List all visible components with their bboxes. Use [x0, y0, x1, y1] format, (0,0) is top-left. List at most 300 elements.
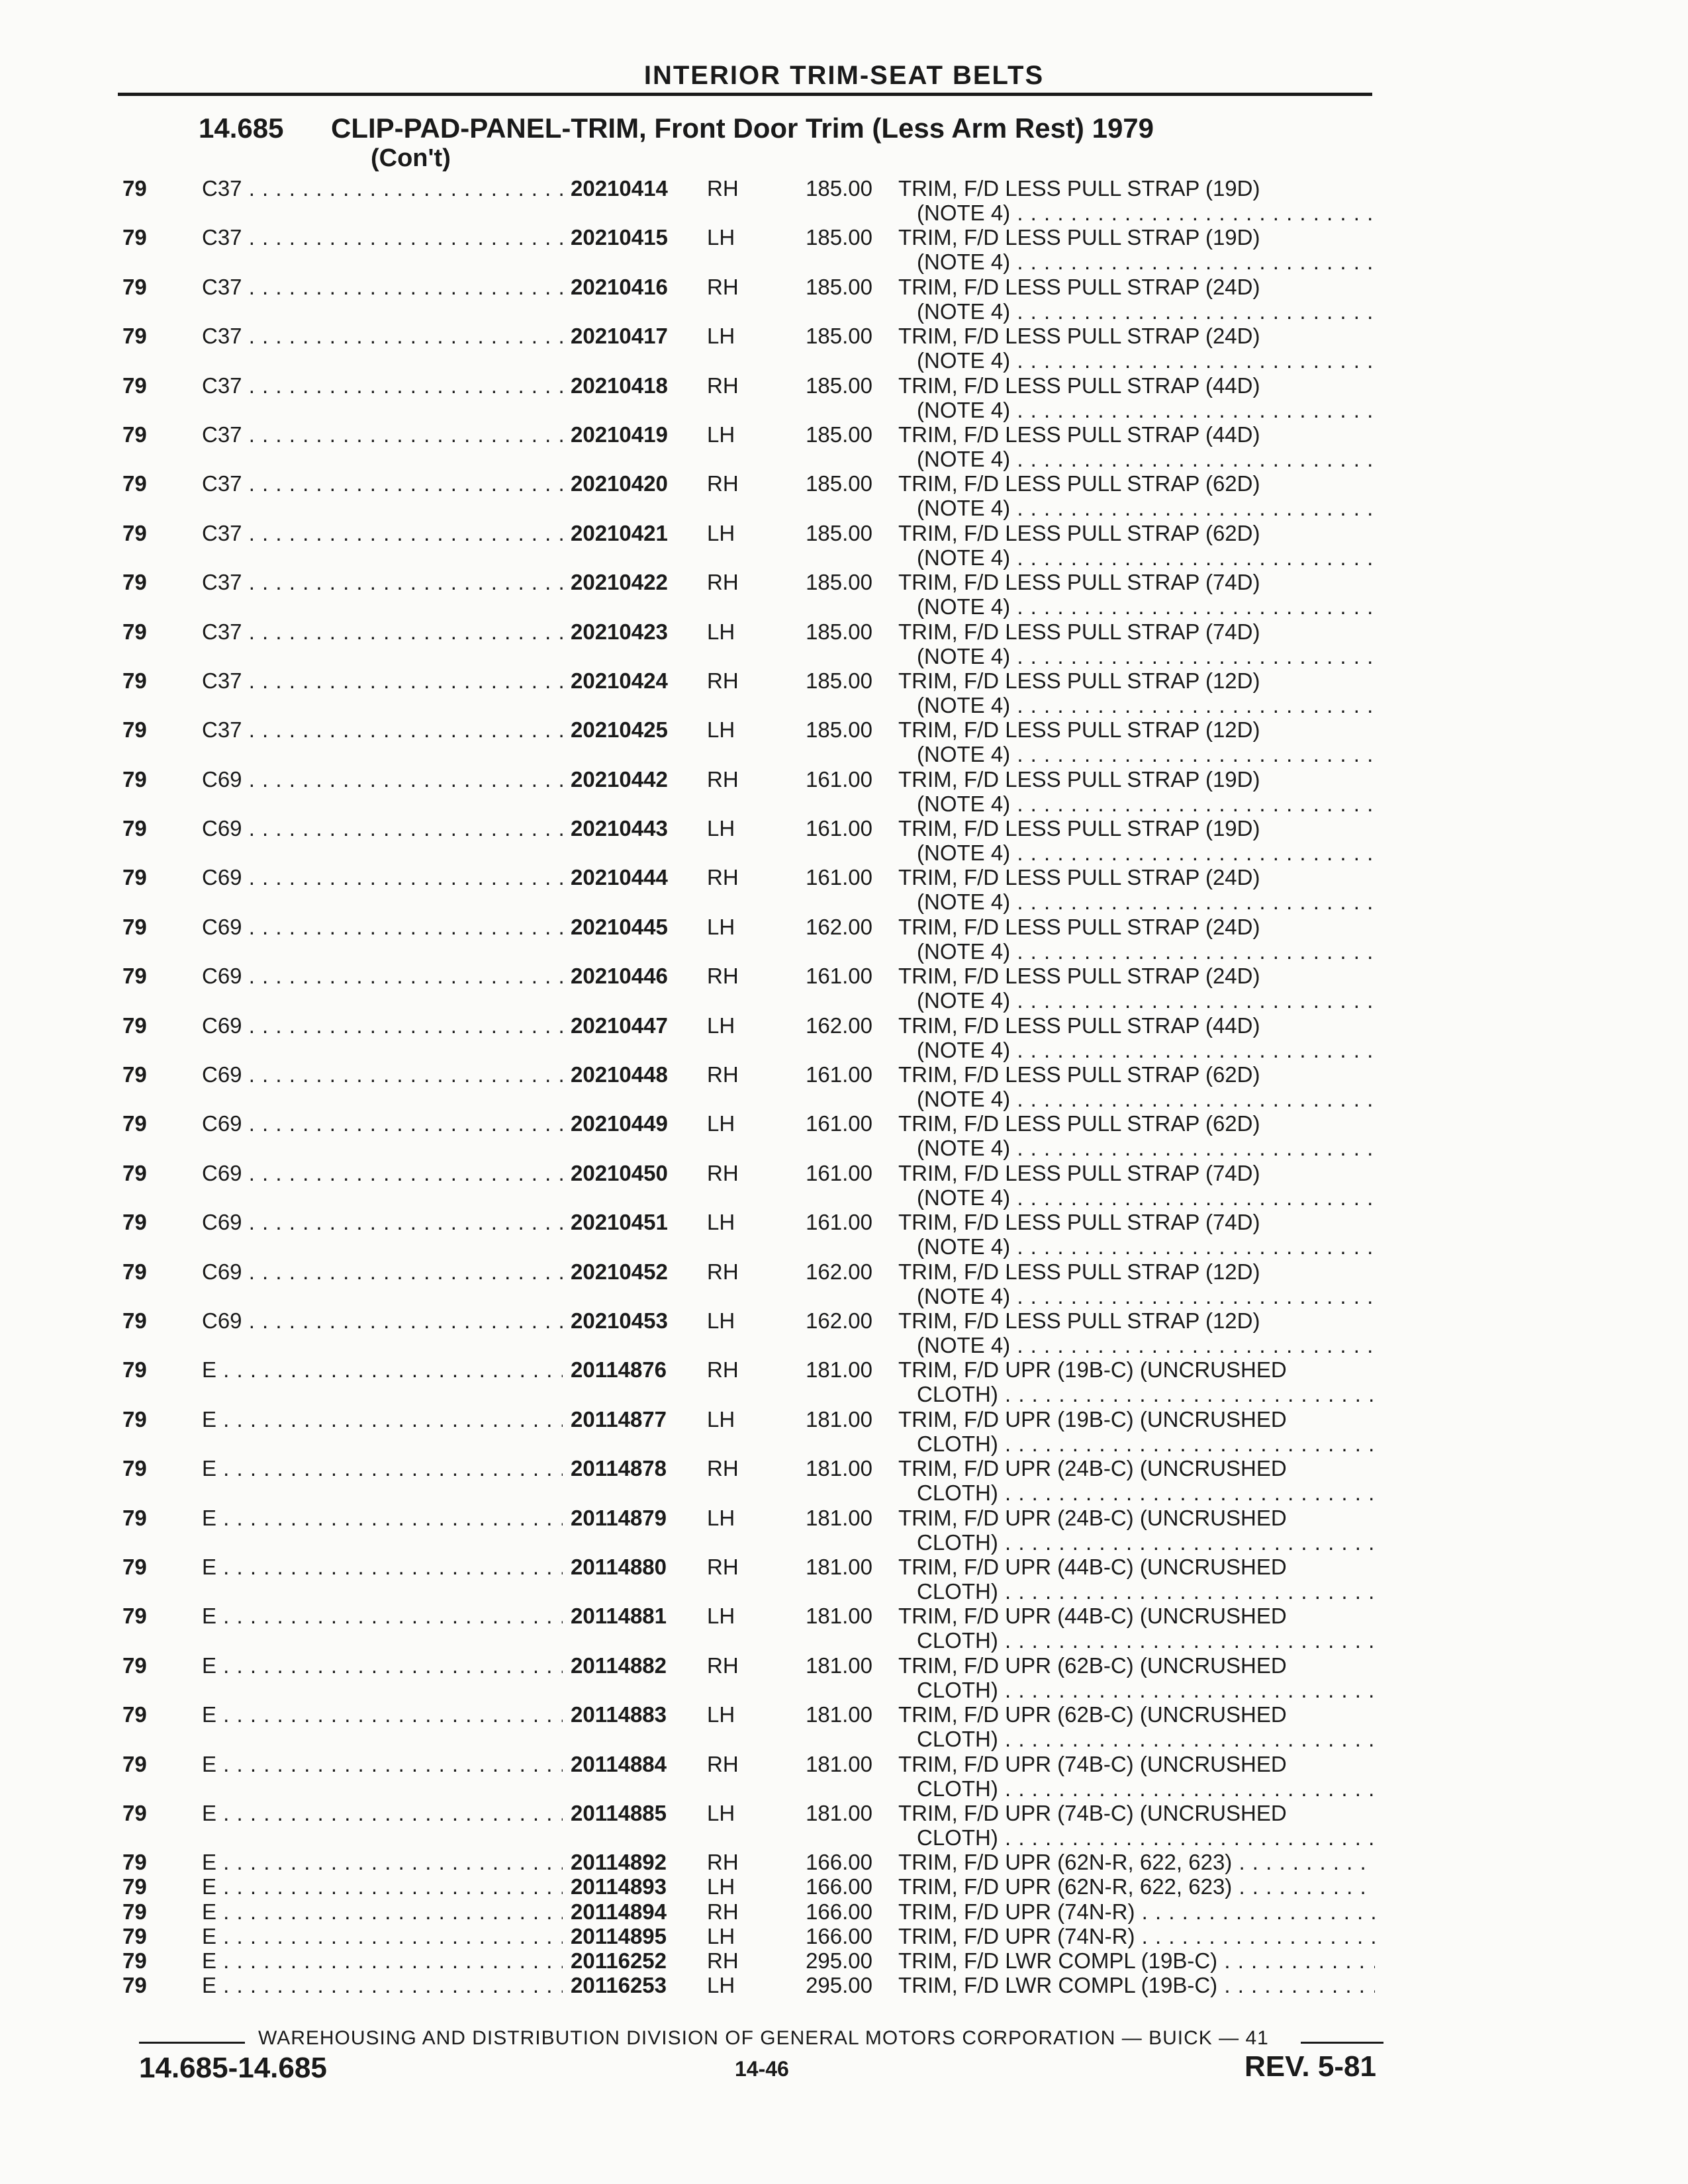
entry-year: 79 [122, 274, 147, 299]
entry-price: 161.00 [806, 1210, 872, 1235]
entry-side: RH [707, 1357, 739, 1383]
entry-part-number: 20210448 [571, 1062, 668, 1087]
entry-description-line2: CLOTH) . . . [898, 1579, 1375, 1604]
list-item [0, 1973, 1688, 1997]
entry-part-number: 20114884 [571, 1751, 667, 1776]
entry-part-number: 20210449 [571, 1111, 668, 1136]
entry-year: 79 [122, 422, 147, 447]
entry-year: 79 [122, 1062, 147, 1087]
entry-description-line1: TRIM, F/D LWR COMPL (19B-C) . . . [898, 1973, 1375, 1997]
entry-price: 162.00 [806, 914, 872, 939]
entry-description-line2: CLOTH) . . . [898, 1776, 1375, 1801]
entry-model: E . . . [202, 1702, 563, 1727]
entry-part-number: 20114882 [571, 1653, 667, 1678]
entry-year: 79 [122, 1850, 147, 1875]
entry-price: 166.00 [806, 1874, 872, 1899]
entry-part-number: 20210442 [571, 766, 668, 792]
list-item [0, 1653, 1688, 1702]
entry-side: RH [707, 1948, 739, 1974]
entry-description [898, 1013, 1375, 1062]
entry-description-line1: TRIM, F/D UPR (62N-R, 622, 623) . . . [898, 1850, 1375, 1874]
entry-price: 166.00 [806, 1850, 872, 1875]
entry-price: 185.00 [806, 324, 872, 349]
entry-year: 79 [122, 766, 147, 792]
entry-description [898, 176, 1375, 225]
entry-model: E . . . [202, 1948, 563, 1973]
entry-side: RH [707, 570, 739, 595]
entry-description-line1: TRIM, F/D LESS PULL STRAP (62D) [898, 520, 1260, 545]
entry-model: E . . . [202, 1850, 563, 1874]
entry-price: 185.00 [806, 668, 872, 693]
entry-description-line1: TRIM, F/D UPR (62B-C) (UNCRUSHED [898, 1653, 1287, 1678]
entry-side: RH [707, 668, 739, 693]
entry-part-number: 20114881 [571, 1604, 667, 1629]
entry-price: 162.00 [806, 1259, 872, 1284]
entry-description-line1: TRIM, F/D LESS PULL STRAP (74D) [898, 1160, 1260, 1185]
entry-side: LH [707, 1505, 735, 1530]
entry-year: 79 [122, 1357, 147, 1383]
entry-description [898, 1850, 1375, 1874]
entry-price: 181.00 [806, 1456, 872, 1481]
list-item [0, 225, 1688, 274]
entry-side: RH [707, 176, 739, 201]
entry-part-number: 20210443 [571, 816, 668, 841]
entry-description-line1: TRIM, F/D LESS PULL STRAP (62D) [898, 471, 1260, 496]
entry-price: 161.00 [806, 766, 872, 792]
entry-description-line1: TRIM, F/D LESS PULL STRAP (19D) [898, 176, 1260, 201]
entry-model: E . . . [202, 1899, 563, 1924]
entry-description [898, 225, 1375, 274]
entry-description-line1: TRIM, F/D LESS PULL STRAP (24D) [898, 865, 1260, 890]
entry-price: 161.00 [806, 964, 872, 989]
entry-price: 161.00 [806, 865, 872, 890]
entry-year: 79 [122, 914, 147, 939]
entry-price: 185.00 [806, 422, 872, 447]
entry-price: 181.00 [806, 1554, 872, 1579]
entry-price: 161.00 [806, 1160, 872, 1185]
entry-model: C37 . . . [202, 668, 563, 693]
entry-part-number: 20210415 [571, 225, 668, 250]
entry-description-line2: (NOTE 4) . . . [898, 299, 1375, 324]
entry-part-number: 20210453 [571, 1308, 668, 1333]
entry-price: 181.00 [806, 1406, 872, 1432]
entry-model: E . . . [202, 1973, 563, 1997]
entry-description-line2: CLOTH) . . . [898, 1678, 1375, 1702]
entry-part-number: 20114880 [571, 1554, 667, 1579]
page-title: INTERIOR TRIM-SEAT BELTS [643, 61, 1045, 90]
entry-model: E . . . [202, 1653, 563, 1678]
entry-side: LH [707, 1973, 735, 1998]
entry-description-line2: (NOTE 4) . . . [898, 1087, 1375, 1111]
entry-side: RH [707, 865, 739, 890]
entry-description [898, 1702, 1375, 1751]
entry-year: 79 [122, 1604, 147, 1629]
entry-description [898, 1555, 1375, 1604]
entry-description-line2: CLOTH) . . . [898, 1432, 1375, 1456]
entry-description [898, 1874, 1375, 1899]
list-item [0, 1161, 1688, 1210]
entry-year: 79 [122, 1948, 147, 1974]
entry-description-line1: TRIM, F/D UPR (74B-C) (UNCRUSHED [898, 1800, 1287, 1825]
entry-price: 185.00 [806, 570, 872, 595]
entry-price: 161.00 [806, 816, 872, 841]
entry-model: E . . . [202, 1801, 563, 1825]
list-item [0, 816, 1688, 865]
entry-part-number: 20114893 [571, 1874, 667, 1899]
entry-model: C37 . . . [202, 225, 563, 250]
entry-year: 79 [122, 570, 147, 595]
entry-model: C69 . . . [202, 1259, 563, 1284]
entry-description [898, 324, 1375, 373]
entry-side: RH [707, 964, 739, 989]
entry-side: RH [707, 373, 739, 398]
entry-price: 181.00 [806, 1357, 872, 1383]
entry-price: 162.00 [806, 1013, 872, 1038]
entry-price: 166.00 [806, 1899, 872, 1924]
entry-side: LH [707, 1210, 735, 1235]
entry-model: C37 . . . [202, 471, 563, 496]
entry-description [898, 1604, 1375, 1653]
list-item [0, 1259, 1688, 1308]
entry-description-line2: CLOTH) . . . [898, 1628, 1375, 1653]
entry-part-number: 20210416 [571, 274, 668, 299]
entry-price: 181.00 [806, 1751, 872, 1776]
entry-side: RH [707, 1160, 739, 1185]
list-item [0, 1308, 1688, 1357]
list-item [0, 668, 1688, 717]
entry-year: 79 [122, 1973, 147, 1998]
entry-model: E . . . [202, 1874, 563, 1899]
entry-part-number: 20114876 [571, 1357, 667, 1383]
entry-price: 162.00 [806, 1308, 872, 1333]
entry-description-line2: (NOTE 4) . . . [898, 792, 1375, 816]
entry-model: C37 . . . [202, 275, 563, 299]
entry-year: 79 [122, 225, 147, 250]
section-heading [199, 113, 1154, 144]
entry-description-line2: (NOTE 4) . . . [898, 1185, 1375, 1210]
entry-description [898, 619, 1375, 668]
entry-model: C69 . . . [202, 964, 563, 988]
entry-side: LH [707, 717, 735, 743]
entry-description-line1: TRIM, F/D UPR (19B-C) (UNCRUSHED [898, 1406, 1287, 1432]
entry-year: 79 [122, 1111, 147, 1136]
entry-description [898, 1653, 1375, 1702]
section-number: 14.685 [199, 113, 284, 144]
entry-side: RH [707, 1456, 739, 1481]
entry-description [898, 865, 1375, 914]
entry-side: LH [707, 1874, 735, 1899]
entry-side: RH [707, 1751, 739, 1776]
entry-side: LH [707, 225, 735, 250]
entry-year: 79 [122, 1456, 147, 1481]
entry-description-line1: TRIM, F/D LESS PULL STRAP (24D) [898, 324, 1260, 349]
entry-price: 181.00 [806, 1653, 872, 1678]
entry-description-line1: TRIM, F/D UPR (74N-R) . . . [898, 1899, 1375, 1924]
entry-description-line1: TRIM, F/D UPR (44B-C) (UNCRUSHED [898, 1604, 1287, 1629]
entry-part-number: 20114894 [571, 1899, 667, 1924]
entry-part-number: 20210417 [571, 324, 668, 349]
list-item [0, 865, 1688, 914]
entry-model: C69 . . . [202, 1111, 563, 1136]
entry-description [898, 1506, 1375, 1555]
entry-year: 79 [122, 471, 147, 496]
entry-description-line2: (NOTE 4) . . . [898, 841, 1375, 865]
section-title: CLIP-PAD-PANEL-TRIM, Front Door Trim (Less Arm Rest) 1979 [331, 113, 1154, 144]
entry-part-number: 20210420 [571, 471, 668, 496]
entry-year: 79 [122, 1259, 147, 1284]
list-item [0, 1062, 1688, 1111]
list-item [0, 1407, 1688, 1456]
entry-part-number: 20210418 [571, 373, 668, 398]
entry-year: 79 [122, 668, 147, 693]
entry-description-line1: TRIM, F/D LESS PULL STRAP (74D) [898, 570, 1260, 595]
entry-description-line2: (NOTE 4) . . . [898, 250, 1375, 274]
list-item [0, 1850, 1688, 1874]
entry-description-line1: TRIM, F/D LESS PULL STRAP (12D) [898, 1308, 1260, 1333]
entry-description-line1: TRIM, F/D LESS PULL STRAP (44D) [898, 373, 1260, 398]
entry-side: LH [707, 1013, 735, 1038]
entry-description-line2: (NOTE 4) . . . [898, 644, 1375, 668]
entry-description-line2: CLOTH) . . . [898, 1530, 1375, 1555]
entry-description-line1: TRIM, F/D LESS PULL STRAP (19D) [898, 225, 1260, 250]
entry-description-line1: TRIM, F/D LESS PULL STRAP (62D) [898, 1062, 1260, 1087]
entry-year: 79 [122, 1923, 147, 1948]
entry-description [898, 1210, 1375, 1259]
entry-year: 79 [122, 816, 147, 841]
list-item [0, 1506, 1688, 1555]
entry-description-line1: TRIM, F/D LESS PULL STRAP (19D) [898, 766, 1260, 792]
entry-description [898, 767, 1375, 816]
entry-description-line1: TRIM, F/D LESS PULL STRAP (44D) [898, 422, 1260, 447]
section-continued: (Con't) [371, 144, 451, 172]
entry-model: C37 . . . [202, 373, 563, 398]
entry-description-line2: CLOTH) . . . [898, 1825, 1375, 1850]
entry-year: 79 [122, 964, 147, 989]
entry-description-line1: TRIM, F/D LWR COMPL (19B-C) . . . [898, 1948, 1375, 1973]
entry-part-number: 20210447 [571, 1013, 668, 1038]
entry-year: 79 [122, 1899, 147, 1924]
entry-description-line1: TRIM, F/D UPR (62B-C) (UNCRUSHED [898, 1702, 1287, 1727]
entry-description-line1: TRIM, F/D UPR (62N-R, 622, 623) . . . [898, 1874, 1375, 1899]
entry-part-number: 20210452 [571, 1259, 668, 1284]
entry-side: RH [707, 1653, 739, 1678]
entry-year: 79 [122, 1751, 147, 1776]
entry-description [898, 1752, 1375, 1801]
entry-side: LH [707, 1604, 735, 1629]
entry-side: LH [707, 1406, 735, 1432]
entry-price: 185.00 [806, 225, 872, 250]
entry-price: 181.00 [806, 1604, 872, 1629]
list-item [0, 1111, 1688, 1160]
entry-description [898, 1456, 1375, 1505]
entry-model: E . . . [202, 1604, 563, 1628]
entry-side: LH [707, 816, 735, 841]
entry-model: C69 . . . [202, 865, 563, 889]
entry-description [898, 471, 1375, 520]
entry-year: 79 [122, 1210, 147, 1235]
entry-part-number: 20210422 [571, 570, 668, 595]
entry-part-number: 20210450 [571, 1160, 668, 1185]
list-item [0, 324, 1688, 373]
entry-description-line1: TRIM, F/D LESS PULL STRAP (12D) [898, 668, 1260, 693]
entry-description-line2: (NOTE 4) . . . [898, 939, 1375, 964]
entry-part-number: 20114892 [571, 1850, 667, 1875]
entry-description-line2: (NOTE 4) . . . [898, 1284, 1375, 1308]
entry-side: RH [707, 766, 739, 792]
entry-description-line1: TRIM, F/D UPR (19B-C) (UNCRUSHED [898, 1357, 1287, 1383]
entry-side: RH [707, 1899, 739, 1924]
entry-year: 79 [122, 1505, 147, 1530]
footer-range: 14.685-14.685 [139, 2052, 327, 2084]
entry-year: 79 [122, 619, 147, 644]
list-item [0, 717, 1688, 766]
entry-description [898, 1948, 1375, 1973]
entry-description [898, 1111, 1375, 1160]
entry-description-line2: CLOTH) . . . [898, 1480, 1375, 1505]
entry-model: E . . . [202, 1506, 563, 1530]
entry-description [898, 1259, 1375, 1308]
entry-description [898, 668, 1375, 717]
footer-rule-right [1301, 2042, 1383, 2044]
entry-year: 79 [122, 176, 147, 201]
entry-model: C37 . . . [202, 570, 563, 594]
entry-part-number: 20210445 [571, 914, 668, 939]
entry-description-line1: TRIM, F/D UPR (24B-C) (UNCRUSHED [898, 1456, 1287, 1481]
title-rule [118, 93, 1372, 96]
entry-price: 161.00 [806, 1111, 872, 1136]
entry-year: 79 [122, 1013, 147, 1038]
entry-side: RH [707, 1062, 739, 1087]
entry-description [898, 521, 1375, 570]
list-item [0, 422, 1688, 471]
list-item [0, 471, 1688, 520]
entry-year: 79 [122, 1800, 147, 1825]
entry-year: 79 [122, 520, 147, 545]
list-item [0, 373, 1688, 422]
entry-model: C37 . . . [202, 422, 563, 447]
entry-description [898, 275, 1375, 324]
entry-description-line2: (NOTE 4) . . . [898, 693, 1375, 717]
entry-price: 181.00 [806, 1702, 872, 1727]
entry-price: 161.00 [806, 1062, 872, 1087]
entry-model: E . . . [202, 1924, 563, 1948]
entry-price: 166.00 [806, 1923, 872, 1948]
entry-model: C69 . . . [202, 1062, 563, 1087]
entry-description-line2: (NOTE 4) . . . [898, 742, 1375, 766]
entry-part-number: 20114883 [571, 1702, 667, 1727]
entry-side: LH [707, 619, 735, 644]
entry-description [898, 915, 1375, 964]
entry-part-number: 20210423 [571, 619, 668, 644]
entry-description-line1: TRIM, F/D LESS PULL STRAP (44D) [898, 1013, 1260, 1038]
entry-part-number: 20116253 [571, 1973, 667, 1998]
entry-price: 181.00 [806, 1505, 872, 1530]
list-item [0, 1013, 1688, 1062]
revision-label: REV. 5-81 [1244, 2050, 1376, 2083]
entry-side: RH [707, 1554, 739, 1579]
entry-description-line1: TRIM, F/D LESS PULL STRAP (74D) [898, 619, 1260, 644]
entry-side: LH [707, 1111, 735, 1136]
list-item [0, 1801, 1688, 1850]
entry-description-line2: (NOTE 4) . . . [898, 398, 1375, 422]
entry-description-line2: CLOTH) . . . [898, 1382, 1375, 1406]
entry-side: LH [707, 1800, 735, 1825]
entry-description [898, 1407, 1375, 1456]
entry-model: C37 . . . [202, 619, 563, 644]
entry-model: C69 . . . [202, 1210, 563, 1234]
entry-year: 79 [122, 324, 147, 349]
entry-description-line2: (NOTE 4) . . . [898, 201, 1375, 225]
entry-description-line2: (NOTE 4) . . . [898, 889, 1375, 914]
entry-part-number: 20210444 [571, 865, 668, 890]
entry-year: 79 [122, 1406, 147, 1432]
entry-price: 181.00 [806, 1800, 872, 1825]
entry-part-number: 20114895 [571, 1923, 667, 1948]
entry-part-number: 20210419 [571, 422, 668, 447]
entry-side: RH [707, 471, 739, 496]
entry-side: RH [707, 1259, 739, 1284]
entry-description [898, 1801, 1375, 1850]
entry-model: C37 . . . [202, 176, 563, 201]
list-item [0, 176, 1688, 225]
footer-organization: WAREHOUSING AND DISTRIBUTION DIVISION OF GENERAL MOTORS CORPORATION — BUICK — 41 [258, 2027, 1269, 2049]
entry-description [898, 422, 1375, 471]
entry-description-line2: (NOTE 4) . . . [898, 594, 1375, 619]
entry-side: LH [707, 914, 735, 939]
entry-description-line1: TRIM, F/D LESS PULL STRAP (12D) [898, 1259, 1260, 1284]
list-item [0, 1357, 1688, 1406]
entry-year: 79 [122, 1160, 147, 1185]
entry-part-number: 20114878 [571, 1456, 667, 1481]
entry-side: LH [707, 422, 735, 447]
entry-year: 79 [122, 717, 147, 743]
entry-side: LH [707, 324, 735, 349]
entry-description [898, 1357, 1375, 1406]
entry-model: C69 . . . [202, 816, 563, 841]
entry-description-line2: (NOTE 4) . . . [898, 545, 1375, 570]
entry-part-number: 20114879 [571, 1505, 667, 1530]
list-item [0, 1456, 1688, 1505]
list-item [0, 1948, 1688, 1973]
entry-part-number: 20114885 [571, 1800, 667, 1825]
entry-model: C69 . . . [202, 915, 563, 939]
entry-description [898, 717, 1375, 766]
entry-description [898, 373, 1375, 422]
entry-price: 185.00 [806, 619, 872, 644]
list-item [0, 275, 1688, 324]
entry-description [898, 964, 1375, 1013]
entry-model: E . . . [202, 1456, 563, 1480]
entry-description-line2: (NOTE 4) . . . [898, 496, 1375, 520]
list-item [0, 1752, 1688, 1801]
entry-description-line1: TRIM, F/D UPR (74N-R) . . . [898, 1924, 1375, 1948]
entry-price: 295.00 [806, 1948, 872, 1974]
entry-year: 79 [122, 1874, 147, 1899]
entry-side: LH [707, 520, 735, 545]
entry-year: 79 [122, 1554, 147, 1579]
entry-model: C69 . . . [202, 1161, 563, 1185]
entry-description-line1: TRIM, F/D LESS PULL STRAP (74D) [898, 1210, 1260, 1235]
entry-side: RH [707, 1850, 739, 1875]
entry-price: 185.00 [806, 520, 872, 545]
entry-model: E . . . [202, 1357, 563, 1382]
entry-price: 185.00 [806, 717, 872, 743]
list-item [0, 915, 1688, 964]
parts-list [0, 176, 1688, 1997]
entry-part-number: 20210414 [571, 176, 668, 201]
entry-price: 185.00 [806, 471, 872, 496]
entry-description [898, 816, 1375, 865]
